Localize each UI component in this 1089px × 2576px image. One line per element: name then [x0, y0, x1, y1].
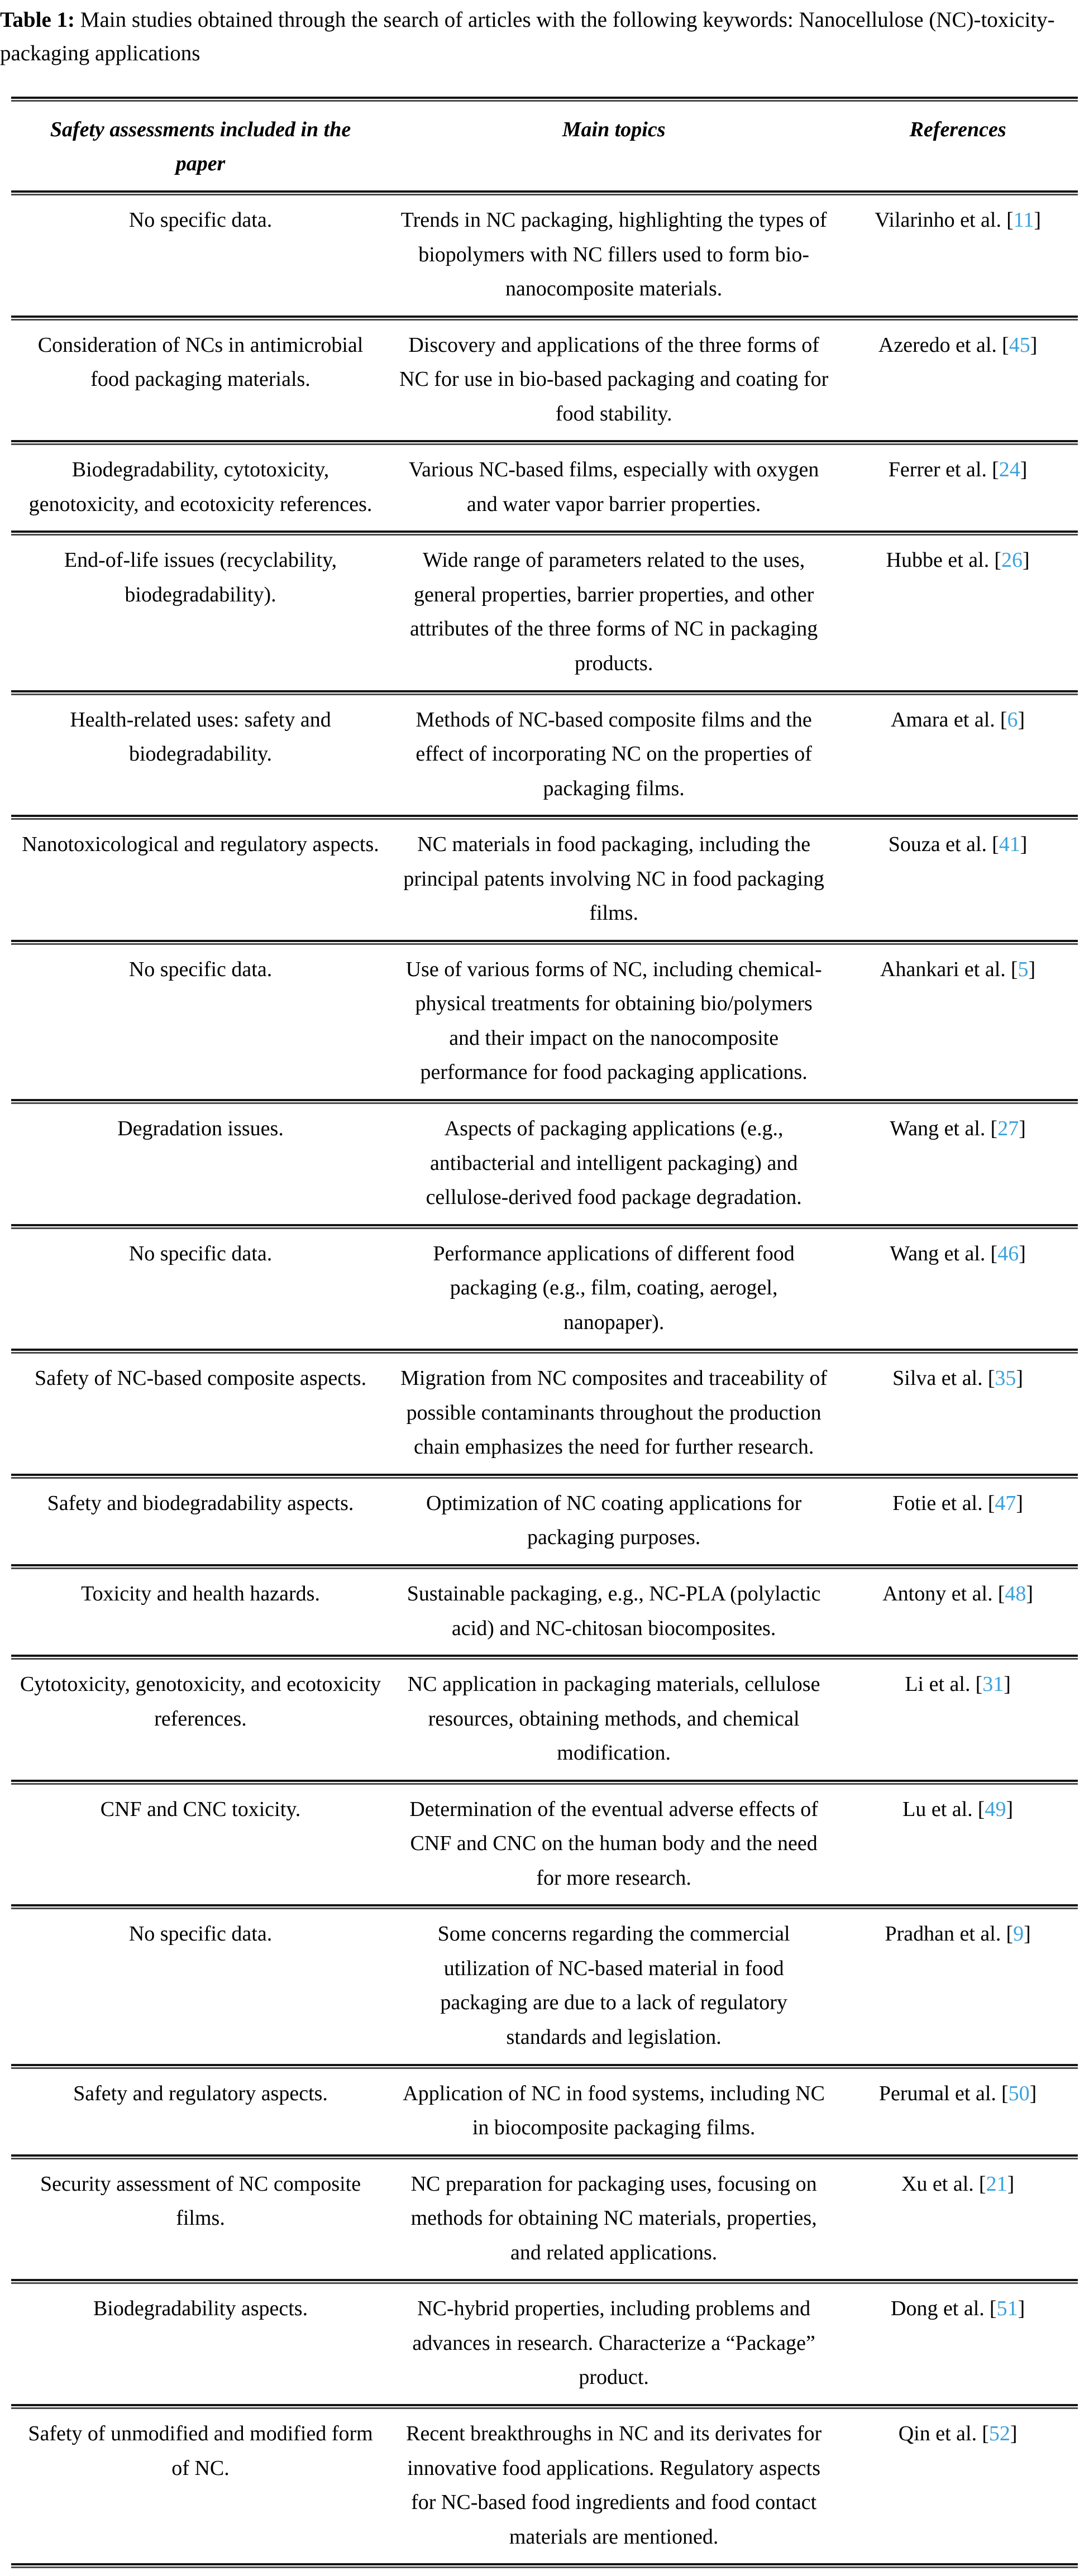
reference-authors: Pradhan et al. [885, 1922, 1001, 1946]
reference-authors: Souza et al. [888, 833, 987, 857]
row-rule [11, 2064, 1078, 2069]
table-row [11, 1660, 1078, 1780]
main-topics-cell: NC preparation for packaging uses, focusing on methods for obtaining NC materials, properties, and related applications. [410, 2172, 817, 2264]
reference-cell [838, 1361, 1078, 1396]
table-row [11, 2409, 1078, 2563]
main-topics-cell: Wide range of parameters related to the uses, general properties, barrier properties, and other attributes of the three forms of NC in packaging products. [410, 548, 818, 675]
citation-close-bracket: ] [1029, 2081, 1037, 2105]
citation-number[interactable]: 46 [997, 1241, 1019, 1265]
citation-close-bracket: ] [1019, 1117, 1026, 1140]
citation-number[interactable]: 21 [986, 2172, 1007, 2196]
safety-assessment-cell: No specific data. [128, 208, 273, 232]
safety-assessment-cell: No specific data. [128, 957, 273, 981]
row-rule [11, 1099, 1078, 1104]
citation-number[interactable]: 52 [988, 2421, 1010, 2445]
table-caption-text: Main studies obtained through the search of articles with the following keywords: Nanocellulose (NC)-toxicity-packaging applications [0, 8, 1055, 66]
citation-close-bracket: ] [1030, 333, 1038, 357]
main-topics-cell: Aspects of packaging applications (e.g., antibacterial and intelligent packaging) and cellulose-derived food package degradation. [426, 1117, 802, 1210]
citation-close-bracket: ] [1018, 708, 1025, 732]
safety-assessment-cell: Consideration of NCs in antimicrobial food packaging materials. [37, 333, 364, 391]
reference-cell [838, 2077, 1078, 2111]
safety-assessment-cell: Health-related uses: safety and biodegradability. [70, 708, 331, 766]
column-header-safety: Safety assessments included in the paper [50, 117, 351, 176]
citation-number[interactable]: 45 [1009, 333, 1030, 357]
table-row [11, 1479, 1078, 1564]
citation-close-bracket: ] [1022, 548, 1030, 572]
data-table [0, 97, 1089, 2568]
row-rule [11, 815, 1078, 820]
row-rule [11, 940, 1078, 945]
reference-authors: Amara et al. [891, 708, 995, 732]
main-topics-cell: Some concerns regarding the commercial utilization of NC-based material in food packaging are due to a lack of regulatory standards and legislation. [437, 1922, 790, 2049]
citation-close-bracket: ] [1020, 833, 1028, 857]
citation-number[interactable]: 41 [999, 833, 1020, 857]
safety-assessment-cell: Toxicity and health hazards. [81, 1582, 320, 1606]
citation-close-bracket: ] [1004, 1672, 1011, 1696]
main-topics-cell: Sustainable packaging, e.g., NC-PLA (polylactic acid) and NC-chitosan biocomposites. [407, 1582, 821, 1640]
citation-open-bracket: [ [989, 2297, 997, 2321]
safety-assessment-cell: Safety and biodegradability aspects. [47, 1491, 354, 1515]
citation-close-bracket: ] [1016, 1366, 1024, 1390]
reference-cell [838, 1917, 1078, 1952]
main-topics-cell: NC materials in food packaging, including the principal patents involving NC in food packaging films. [403, 833, 824, 925]
reference-cell [838, 703, 1078, 738]
row-rule [11, 1349, 1078, 1354]
row-rule [11, 440, 1078, 445]
citation-number[interactable]: 27 [997, 1117, 1019, 1140]
citation-close-bracket: ] [1016, 1491, 1024, 1515]
reference-authors: Vilarinho et al. [875, 208, 1001, 232]
reference-authors: Wang et al. [890, 1241, 986, 1265]
citation-number[interactable]: 6 [1007, 708, 1018, 732]
row-rule [11, 531, 1078, 536]
row-rule [11, 2154, 1078, 2159]
reference-cell [838, 453, 1078, 488]
safety-assessment-cell: Nanotoxicological and regulatory aspects. [22, 833, 379, 857]
safety-assessment-cell: Biodegradability, cytotoxicity, genotoxicity, and ecotoxicity references. [28, 458, 372, 516]
reference-cell [838, 1793, 1078, 1827]
reference-authors: Fotie et al. [892, 1491, 983, 1515]
row-rule [11, 1904, 1078, 1909]
row-rule [11, 2563, 1078, 2568]
citation-close-bracket: ] [1028, 957, 1036, 981]
citation-close-bracket: ] [1034, 208, 1041, 232]
table-row [11, 2069, 1078, 2154]
reference-authors: Ahankari et al. [880, 957, 1006, 981]
citation-number[interactable]: 35 [995, 1366, 1016, 1390]
main-topics-cell: Trends in NC packaging, highlighting the types of biopolymers with NC fillers used to form bio-nanocomposite materials. [400, 208, 827, 301]
citation-open-bracket: [ [987, 1366, 995, 1390]
table-row [11, 1569, 1078, 1655]
main-topics-cell: Optimization of NC coating applications for packaging purposes. [426, 1491, 802, 1550]
table-row [11, 536, 1078, 690]
reference-authors: Qin et al. [898, 2421, 977, 2445]
safety-assessment-cell: No specific data. [128, 1922, 273, 1946]
safety-assessment-cell: Safety and regulatory aspects. [73, 2081, 328, 2105]
reference-cell [838, 203, 1078, 238]
citation-open-bracket: [ [987, 1491, 995, 1515]
citation-close-bracket: ] [1010, 2421, 1018, 2445]
citation-open-bracket: [ [992, 458, 999, 482]
table-row [11, 445, 1078, 531]
safety-assessment-cell: Degradation issues. [117, 1117, 284, 1140]
citation-open-bracket: [ [994, 548, 1001, 572]
citation-open-bracket: [ [990, 1241, 998, 1265]
citation-open-bracket: [ [1010, 957, 1018, 981]
main-topics-cell: Methods of NC-based composite films and the effect of incorporating NC on the properties of packaging films. [415, 708, 812, 800]
reference-authors: Antony et al. [882, 1582, 993, 1606]
row-rule [11, 2279, 1078, 2284]
citation-number[interactable]: 47 [995, 1491, 1016, 1515]
main-topics-cell: Performance applications of different food packaging (e.g., film, coating, aerogel, nanopaper). [433, 1241, 795, 1334]
citation-close-bracket: ] [1006, 1797, 1014, 1821]
citation-open-bracket: [ [978, 2172, 986, 2196]
safety-assessment-cell: Cytotoxicity, genotoxicity, and ecotoxicity references. [20, 1672, 381, 1731]
reference-authors: Dong et al. [891, 2297, 985, 2321]
citation-close-bracket: ] [1019, 1241, 1026, 1265]
table-row [11, 1909, 1078, 2063]
table-row [11, 195, 1078, 316]
reference-cell [838, 328, 1078, 363]
citation-open-bracket: [ [1006, 1922, 1014, 1946]
citation-number[interactable]: 11 [1013, 208, 1034, 232]
citation-close-bracket: ] [1018, 2297, 1025, 2321]
safety-assessment-cell: Safety of NC-based composite aspects. [34, 1366, 367, 1390]
row-rule [11, 690, 1078, 695]
reference-authors: Azeredo et al. [878, 333, 997, 357]
reference-authors: Silva et al. [892, 1366, 983, 1390]
header-rule [11, 190, 1078, 195]
main-topics-cell: NC-hybrid properties, including problems and advances in research. Characterize a “Package” product. [412, 2297, 815, 2389]
reference-cell [838, 2292, 1078, 2326]
citation-open-bracket: [ [975, 1672, 983, 1696]
reference-cell [838, 1577, 1078, 1612]
citation-number[interactable]: 31 [982, 1672, 1004, 1696]
reference-cell [838, 1487, 1078, 1521]
citation-open-bracket: [ [990, 1117, 998, 1140]
citation-number[interactable]: 51 [996, 2297, 1018, 2321]
table-header-row [11, 102, 1078, 190]
table-row [11, 1785, 1078, 1905]
table-row [11, 695, 1078, 815]
citation-close-bracket: ] [1026, 1582, 1033, 1606]
table-row [11, 1354, 1078, 1474]
safety-assessment-cell: No specific data. [128, 1241, 273, 1265]
column-header-topics: Main topics [562, 117, 666, 141]
table-row [11, 1104, 1078, 1224]
reference-authors: Xu et al. [901, 2172, 974, 2196]
citation-number[interactable]: 48 [1005, 1582, 1026, 1606]
reference-authors: Hubbe et al. [886, 548, 990, 572]
table-caption-label: Table 1: [0, 8, 75, 32]
citation-open-bracket: [ [992, 833, 999, 857]
main-topics-cell: Various NC-based films, especially with oxygen and water vapor barrier properties. [408, 458, 819, 516]
reference-cell [838, 1667, 1078, 1702]
row-rule [11, 2404, 1078, 2409]
table-caption [0, 3, 1083, 71]
table-row [11, 1229, 1078, 1349]
citation-open-bracket: [ [1006, 208, 1014, 232]
citation-close-bracket: ] [1024, 1922, 1031, 1946]
citation-close-bracket: ] [1007, 2172, 1015, 2196]
main-topics-cell: Use of various forms of NC, including chemical-physical treatments for obtaining bio/polymers and their impact on the nanocomposite performance for food packaging applications. [405, 957, 822, 1084]
reference-authors: Wang et al. [890, 1117, 986, 1140]
citation-number[interactable]: 5 [1018, 957, 1029, 981]
main-topics-cell: Discovery and applications of the three forms of NC for use in bio-based packaging and coating for food stability. [399, 333, 829, 426]
reference-authors: Ferrer et al. [888, 458, 987, 482]
row-rule [11, 316, 1078, 321]
table-row [11, 2284, 1078, 2404]
reference-cell [838, 543, 1078, 578]
reference-cell [838, 2417, 1078, 2451]
row-rule [11, 1564, 1078, 1569]
citation-open-bracket: [ [977, 1797, 985, 1821]
row-rule [11, 1474, 1078, 1479]
column-header-references: References [909, 117, 1006, 141]
safety-assessment-cell: CNF and CNC toxicity. [100, 1797, 301, 1821]
citation-open-bracket: [ [982, 2421, 989, 2445]
safety-assessment-cell: Security assessment of NC composite films. [40, 2172, 361, 2230]
safety-assessment-cell: End-of-life issues (recyclability, biodegradability). [64, 548, 337, 606]
main-topics-cell: Migration from NC composites and traceability of possible contaminants throughout the production chain emphasizes the need for further research. [400, 1366, 828, 1459]
reference-cell [838, 1112, 1078, 1146]
reference-cell [838, 2167, 1078, 2202]
citation-open-bracket: [ [1000, 708, 1007, 732]
reference-cell [838, 828, 1078, 862]
reference-authors: Li et al. [905, 1672, 971, 1696]
table-body [11, 195, 1078, 2568]
citation-open-bracket: [ [1002, 333, 1009, 357]
safety-assessment-cell: Biodegradability aspects. [93, 2297, 308, 2321]
reference-cell [838, 953, 1078, 987]
reference-authors: Lu et al. [902, 1797, 973, 1821]
citation-number[interactable]: 49 [985, 1797, 1006, 1821]
table-row [11, 2159, 1078, 2279]
main-topics-cell: Application of NC in food systems, including NC in biocomposite packaging films. [403, 2081, 825, 2140]
main-topics-cell: Determination of the eventual adverse effects of CNF and CNC on the human body and the need for more research. [409, 1797, 818, 1890]
row-rule [11, 1655, 1078, 1660]
citation-number[interactable]: 26 [1001, 548, 1023, 572]
row-rule [11, 1224, 1078, 1229]
table-row [11, 945, 1078, 1099]
citation-number[interactable]: 9 [1013, 1922, 1024, 1946]
reference-authors: Perumal et al. [878, 2081, 996, 2105]
safety-assessment-cell: Safety of unmodified and modified form of NC. [28, 2421, 373, 2480]
citation-number[interactable]: 24 [999, 458, 1020, 482]
reference-cell [838, 1237, 1078, 1272]
row-rule [11, 1780, 1078, 1785]
table-top-rule [11, 97, 1078, 102]
main-topics-cell: Recent breakthroughs in NC and its derivates for innovative food applications. Regulatory aspects for NC-based food ingredients and food contact materials are mentioned. [406, 2421, 822, 2549]
citation-number[interactable]: 50 [1008, 2081, 1030, 2105]
table-row [11, 820, 1078, 940]
citation-open-bracket: [ [1001, 2081, 1009, 2105]
table-row [11, 321, 1078, 441]
citation-open-bracket: [ [997, 1582, 1005, 1606]
citation-close-bracket: ] [1020, 458, 1028, 482]
main-topics-cell: NC application in packaging materials, cellulose resources, obtaining methods, and chemical modification. [407, 1672, 820, 1765]
